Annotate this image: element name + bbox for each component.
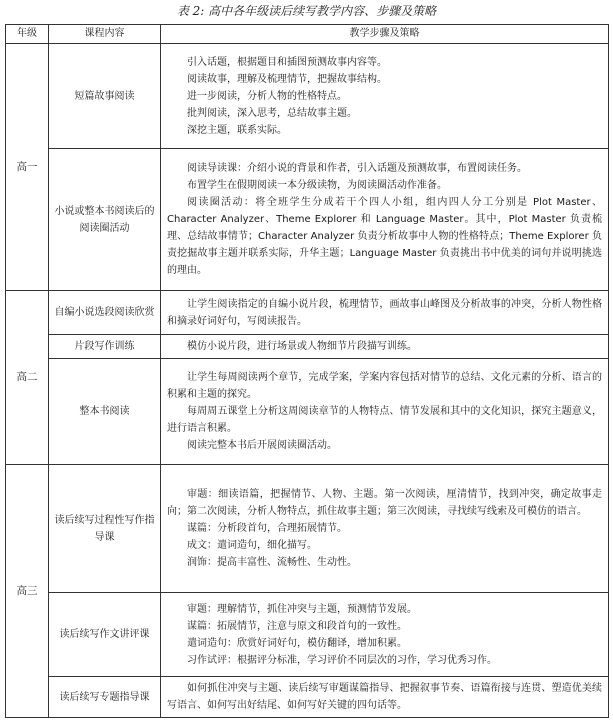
step-line: 批判阅读，深入思考，总结故事主题。	[187, 107, 357, 119]
course-cell: 小说或整本书阅读后的阅读圈活动	[49, 149, 161, 291]
grade-cell-g3: 高三	[6, 465, 49, 718]
step-line: 阅读圈活动：将全班学生分成若干个四人小组，组内四人分工分别是 Plot Master、Character Analyzer、Theme Explorer 和 Language Master。其中，Plot Master 负责梳理、总结故事情节；Character Analyzer 负责分析故事中人物的性格特点；Theme Explorer 负责挖掘故事主题并联系实际，升华主题；Language Master 负责挑出书中优美的词句并说明挑选的理由。	[167, 197, 602, 276]
table-row	[6, 149, 609, 291]
step-line: 让学生阅读指定的自编小说片段，梳理情节，画故事山峰图及分析故事的冲突，分析人物性格和摘录好词好句，写阅读报告。	[167, 298, 602, 327]
steps-cell	[161, 677, 609, 718]
step-line: 阅读完整本书后开展阅读圈活动。	[187, 440, 337, 451]
steps-cell	[161, 291, 609, 335]
course-cell: 读后续写专题指导课	[49, 677, 161, 718]
table-caption: 表 2: 高中各年级读后续写教学内容、步骤及策略	[176, 4, 437, 18]
course-cell: 整本书阅读	[49, 359, 161, 465]
steps-cell	[161, 465, 609, 593]
steps-cell	[161, 359, 609, 465]
step-line: 如何抓住冲突与主题、读后续写审题谋篇指导、把握叙事节奏、语篇衔接与连贯、塑造优美续写语言、如何写出好结尾、如何写好关键的四句话等。	[167, 683, 602, 711]
table-row	[6, 335, 609, 359]
table-row	[6, 359, 609, 465]
step-line: 阅读导读课：介绍小说的背景和作者，引入话题及预测故事，布置阅读任务。	[187, 163, 527, 174]
course-cell: 短篇故事阅读	[49, 44, 161, 149]
step-line: 进一步阅读，分析人物的性格特点。	[187, 90, 347, 102]
course-cell: 读后续写过程性写作指导课	[49, 465, 161, 593]
step-line: 深挖主题，联系实际。	[187, 124, 287, 136]
step-line: 阅读故事，理解及梳理情节，把握故事结构。	[187, 73, 387, 85]
course-cell: 读后续写作文讲评课	[49, 593, 161, 677]
header-row	[6, 25, 609, 44]
table-row	[6, 291, 609, 335]
steps-cell	[161, 593, 609, 677]
grade-cell-g2: 高二	[6, 291, 49, 465]
table-row	[6, 593, 609, 677]
table-row	[6, 677, 609, 718]
step-line: 让学生每周阅读两个章节，完成学案，学案内容包括对情节的总结、文化元素的分析、语言的积累和主题的探究。	[167, 372, 602, 400]
step-line: 审题：理解情节，抓住冲突与主题，预测情节发展。	[187, 603, 417, 615]
teaching-steps-table	[5, 24, 609, 718]
step-line: 成文：遣词造句，细化描写。	[187, 540, 317, 551]
header-steps: 教学步骤及策略	[161, 25, 609, 44]
step-line: 习作试评：根据评分标准，学习评价不同层次的习作，学习优秀习作。	[187, 654, 497, 666]
step-line: 谋篇：分析段首句，合理拓展情节。	[187, 523, 347, 534]
step-line: 布置学生在假期阅读一本分级读物，为阅读圈活动作准备。	[187, 180, 447, 191]
table-row	[6, 44, 609, 149]
steps-cell	[161, 149, 609, 291]
steps-cell	[161, 335, 609, 359]
step-line: 谋篇：拓展情节，注意与原文和段首句的一致性。	[187, 620, 407, 632]
header-course: 课程内容	[49, 25, 161, 44]
step-line: 润饰：提高丰富性、流畅性、生动性。	[187, 557, 357, 568]
step-line: 每周周五课堂上分析这周阅读章节的人物特点、情节发展和其中的文化知识，探究主题意义，进行语言积累。	[167, 406, 602, 434]
header-grade: 年级	[6, 25, 49, 44]
step-line: 引入话题，根据题目和插图预测故事内容等。	[187, 56, 387, 68]
step-line: 模仿小说片段，进行场景或人物细节片段描写训练。	[187, 341, 417, 352]
table-row	[6, 465, 609, 593]
course-cell: 自编小说选段阅读欣赏	[49, 291, 161, 335]
step-line: 遣词造句：欣赏好词好句，模仿翻译，增加积累。	[187, 637, 407, 649]
step-line: 审题：细读语篇，把握情节、人物、主题。第一次阅读，厘清情节，找到冲突，确定故事走向；第二次阅读，分析人物特点，抓住故事主题；第三次阅读，寻找续写线索及可模仿的语言。	[167, 489, 602, 517]
grade-cell-g1: 高一	[6, 44, 49, 291]
steps-cell	[161, 44, 609, 149]
course-cell: 片段写作训练	[49, 335, 161, 359]
